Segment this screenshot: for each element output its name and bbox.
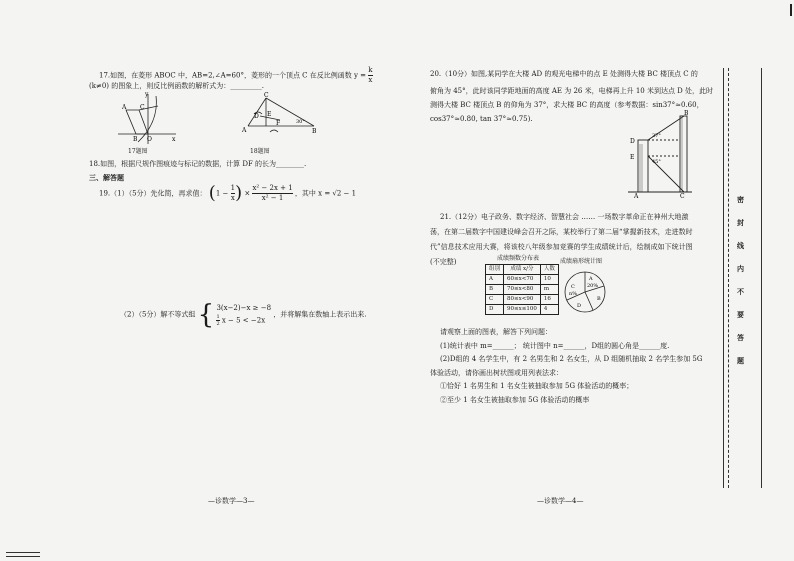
table-row [486, 305, 559, 315]
freq-table-header: 人数 [540, 265, 558, 275]
fig20-label-B: B [684, 110, 689, 117]
q19b-ineq1: 3(x−2)−x ≥ −8 [216, 304, 272, 312]
fig20-label-E: E [630, 154, 635, 161]
fig18-arc2 [270, 130, 278, 132]
pie-label-C: C [571, 284, 575, 290]
pie-label-D: D [577, 303, 582, 309]
q19b-ineq2-frac-num: 1 [216, 314, 220, 320]
left-page-footer: —诊数学—3— [208, 497, 255, 505]
q20-line3: 测得大楼 BC 楼顶点 B 的仰角为 37°，求大楼 BC 的高度（参考数据：sin37°≈0.60， [430, 101, 704, 109]
q21-line1: 21.（12分）电子政务、数字经济、智慧社会 …… 一场数字革命正在神州大地激 [440, 213, 689, 221]
fig18-label-angle: 30° [296, 119, 305, 125]
pie-divider-3 [585, 292, 593, 310]
q17-line1: 17.如图，在菱形 ABOC 中，AB=2,∠A=60°，菱形的一个顶点 C 在反比例函数 y = [99, 71, 369, 80]
q19-prefix: 19.（1）（5分）先化简，再求值： [99, 189, 207, 198]
figure-17 [118, 92, 178, 148]
q19-frac1-num: 1 [230, 184, 236, 192]
right-page-footer: —诊数学—4— [537, 497, 584, 505]
binding-char: 线 [737, 241, 744, 251]
question-20 [430, 70, 720, 79]
q19-one: 1 − [215, 189, 229, 198]
fig20-angle-45: 45° [652, 159, 661, 165]
q20-line1: 20.（10分）如图,某同学在大楼 AD 的观光电梯中的点 E 处测得大楼 BC 楼顶点 C 的 [430, 70, 698, 78]
q19b-suffix: ，并将解集在数轴上表示出来. [273, 310, 367, 319]
table-row [486, 295, 559, 305]
q19-suffix: ，其中 x = √2 − 1 [294, 189, 357, 198]
table-cell: A [486, 275, 504, 285]
fig20-label-C: C [680, 193, 685, 200]
freq-table-title: 成绩频数分布表 [497, 255, 540, 262]
table-cell: 10 [540, 275, 558, 285]
table-cell: C [486, 295, 504, 305]
q21-line2: 荡，在第二届数字中国建设峰会召开之际，某校举行了第二届“掌握新技术，走进数时 [430, 228, 693, 236]
scan-mark-line [6, 552, 40, 553]
fig17-label-C: C [140, 104, 145, 111]
q19b-prefix: （2）（5分）解不等式组 [120, 310, 196, 319]
q20-line4: cos37°≈0.80, tan 37°≈0.75). [430, 115, 533, 123]
table-cell: 4 [540, 305, 558, 315]
binding-char: 答 [737, 333, 744, 343]
fig20-label-D: D [630, 138, 635, 145]
section-3-heading: 三、解答题 [89, 173, 124, 182]
binding-line-left [723, 68, 724, 488]
q21-line4: (不完整) [430, 258, 457, 266]
question-18: 18.如图，根据尺规作图痕迹与标记的数据，计算 DF 的长为________. [89, 160, 307, 168]
table-cell: 90≤x≤100 [504, 305, 541, 315]
q19-left-paren: ( [208, 182, 216, 204]
q21-intro: 请观察上面的图表，解答下列问题： [440, 328, 552, 336]
scan-mark-top-right [790, 4, 792, 16]
table-cell: 16 [540, 295, 558, 305]
binding-char: 密 [737, 195, 744, 204]
table-cell: 70≤x<80 [504, 285, 541, 295]
q19b-ineq2-frac-den: 2 [216, 321, 220, 327]
fig20-label-A: A [634, 193, 639, 200]
table-cell: B [486, 285, 504, 295]
fig20-building-ad [638, 140, 648, 192]
table-cell: 60≤x<70 [504, 275, 541, 285]
table-cell: m [540, 285, 558, 295]
pie-label-n: n% [569, 291, 577, 297]
q19-frac2 [252, 184, 292, 203]
question-19-part1 [99, 184, 356, 203]
fig17-label-B: B [133, 136, 138, 143]
q21-subquestions [430, 326, 722, 407]
binding-line-dashed [728, 68, 730, 488]
pie-label-A-pct: 20% [587, 283, 599, 289]
binding-char: 封 [737, 218, 744, 228]
fig17-label-y: y [145, 91, 149, 98]
q19b-brace: { [197, 300, 215, 330]
q19b-ineq2-frac [216, 314, 219, 327]
binding-text-column [737, 196, 744, 366]
fig18-label-A: A [242, 127, 247, 134]
table-row [486, 275, 559, 285]
fig18-label-D: D [254, 113, 259, 120]
q17-answer-blank: _________. [230, 82, 264, 90]
q21-part1: (1)统计表中 m=______； 统计图中 n=______，D组的圆心角是______度. [440, 341, 670, 350]
fig20-building-bc [680, 116, 687, 192]
fig18-label-F: F [276, 120, 281, 127]
q17-fraction [368, 66, 372, 85]
binding-char: 内 [737, 264, 744, 274]
scan-mark-line-2 [6, 556, 40, 557]
q19b-ineq2 [216, 314, 271, 327]
fig18-label-E: E [267, 111, 272, 118]
binding-char: 不 [737, 287, 744, 297]
q19-frac2-den: x² − 1 [261, 194, 284, 202]
q21-line3: 代”信息技术应用大赛，将该校八年级参加竞赛的学生成绩统计后，绘制成如下统计图 [430, 243, 693, 251]
freq-table-header: 成绩 x/分 [504, 265, 541, 275]
figure-20 [618, 110, 698, 198]
q19b-system [216, 303, 271, 327]
freq-table-header: 组别 [486, 265, 504, 275]
table-cell: 80≤x<90 [504, 295, 541, 305]
q21-part2c: ①恰好 1 名男生和 1 名女生被抽取参加 5G 体验活动的概率； [440, 382, 634, 390]
figure-18 [240, 92, 320, 148]
freq-table-header-row [486, 265, 559, 275]
table-row [486, 285, 559, 295]
pie-label-B: B [597, 296, 601, 302]
q21-part2a: (2)D组的 4 名学生中，有 2 名男生和 2 名女生，从 D 组随机抽取 2 名学生参加 5G [440, 355, 703, 363]
q19-right-paren: ) [235, 182, 243, 204]
q17-line2-text: (k≠0) 的图象上，则反比例函数的解析式为： [89, 82, 231, 90]
fig17-label-x: x [172, 136, 176, 143]
fig18-side-cb [266, 98, 314, 126]
q21-part2d: ②至少 1 名女生被抽取参加 5G 体验活动的概率 [440, 395, 590, 404]
q19-times: × [244, 189, 251, 198]
fig18-label-C: C [264, 92, 269, 99]
q19-frac2-num: x² − 2x + 1 [252, 184, 293, 192]
question-19-part2 [120, 302, 367, 328]
table-cell: D [486, 305, 504, 315]
fig17-caption: 17题图 [128, 148, 148, 155]
binding-char: 要 [737, 310, 744, 320]
q17-frac-num: k [368, 66, 373, 74]
freq-table [485, 264, 559, 315]
q20-line2: 俯角为 45°，此时该同学距地面的高度 AE 为 26 米，电梯再上升 10 米到达点 D 处，此时 [430, 87, 714, 95]
fig17-label-O: O [147, 136, 152, 143]
q17-line2 [89, 82, 264, 91]
pie-title: 成绩扇形统计图 [560, 258, 603, 265]
q21-part2b: 体验活动，请你画出树状图或用列表法求： [430, 368, 563, 377]
fig17-label-A: A [122, 104, 127, 111]
fig18-label-B: B [312, 128, 317, 135]
pie-label-A: A [589, 276, 593, 282]
q17-frac-den: x [368, 76, 373, 84]
q19-frac1-den: x [230, 194, 235, 202]
fig17-rhombus [126, 110, 148, 134]
pie-chart [563, 270, 613, 320]
fig18-caption: 18题图 [250, 148, 270, 155]
binding-char: 题 [737, 356, 744, 366]
q19b-ineq2-rest: x − 5 < −2x [221, 316, 266, 325]
fig20-angle-37: 37° [652, 133, 661, 139]
binding-line-right [761, 68, 762, 488]
